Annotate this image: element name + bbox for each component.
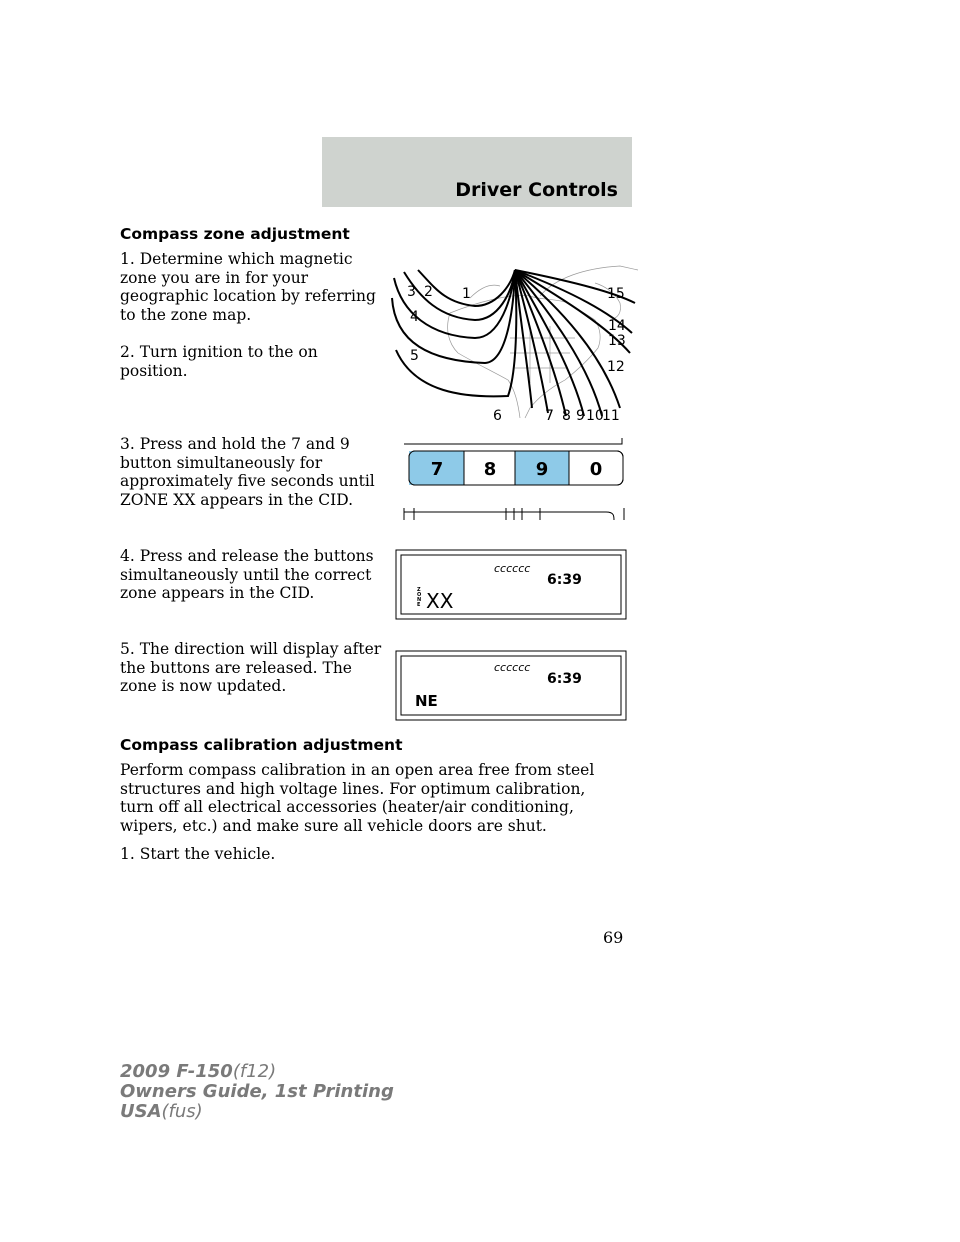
button-8-label[interactable]: 8 [483,459,497,480]
cid-display-direction [395,650,627,721]
panel-frame-bottom [404,508,624,520]
zone-map [390,258,640,426]
zone-label-7: 7 [545,408,554,424]
svg-text:E: E [417,602,421,608]
cid-indicator: cccccc [494,661,531,674]
zone-label-9: 9 [576,408,585,424]
section-heading-calibration: Compass calibration adjustment [120,736,403,754]
footer-line-2 [120,1082,394,1102]
header-band [322,137,632,207]
zone-label-8: 8 [562,408,571,424]
cid-display-zone [395,549,627,620]
cid-direction-value: NE [415,692,438,710]
svg-text:N: N [417,597,422,603]
step-4: 4. Press and release the buttons simultaneously until the correct zone appears in the CID. [120,547,374,602]
zone-label-10: 10 [586,408,604,424]
step-5: 5. The direction will display after the buttons are released. The zone is now updated. [120,640,382,695]
cid-time: 6:39 [547,572,582,588]
zone-label-11: 11 [602,408,620,424]
page-number: 69 [603,928,624,947]
calibration-step-1: 1. Start the vehicle. [120,845,276,863]
footer-guide: Owners Guide, 1st Printing [120,1081,394,1102]
zone-label-2: 2 [424,284,433,300]
svg-text:Z: Z [417,587,421,593]
button-7-label[interactable]: 7 [430,459,444,480]
radio-button-panel [400,436,632,524]
zone-label-5: 5 [410,348,419,364]
footer [120,1062,394,1122]
zone-label-14: 14 [608,318,626,334]
calibration-paragraph: Perform compass calibration in an open area free from steel structures and high voltage lines. For optimum calibration, turn off all electrical accessories (heater/air conditioning, wipers, etc.) and make sure all vehicle doors are shut. [120,761,595,835]
zone-label-13: 13 [608,333,626,349]
zone-label-3: 3 [407,284,416,300]
panel-frame-top [404,438,622,444]
footer-model-code: (f12) [232,1061,277,1082]
step-3: 3. Press and hold the 7 and 9 button simultaneously for approximately five seconds until ZONE XX appears in the CID. [120,435,375,509]
step-2: 2. Turn ignition to the on position. [120,343,318,380]
zone-label-6: 6 [493,408,502,424]
footer-line-3 [120,1102,394,1122]
page-header-title: Driver Controls [455,179,618,201]
footer-model: 2009 F-150 [120,1061,233,1082]
step-1: 1. Determine which magnetic zone you are in for your geographic location by referring to the zone map. [120,250,376,324]
footer-region: USA [120,1101,162,1122]
cid-time: 6:39 [547,671,582,687]
zone-label-1: 1 [462,286,471,302]
zone-label-4: 4 [410,309,419,325]
zone-label-15: 15 [607,286,625,302]
svg-text:O: O [417,592,422,598]
button-9-label[interactable]: 9 [535,459,549,480]
footer-region-code: (fus) [161,1101,203,1122]
cid-zone-value: XX [426,589,454,613]
cid-indicator: cccccc [494,562,531,575]
section-heading-zone: Compass zone adjustment [120,225,350,243]
button-0-label[interactable]: 0 [589,459,603,480]
footer-line-1 [120,1062,394,1082]
zone-label-12: 12 [607,359,625,375]
